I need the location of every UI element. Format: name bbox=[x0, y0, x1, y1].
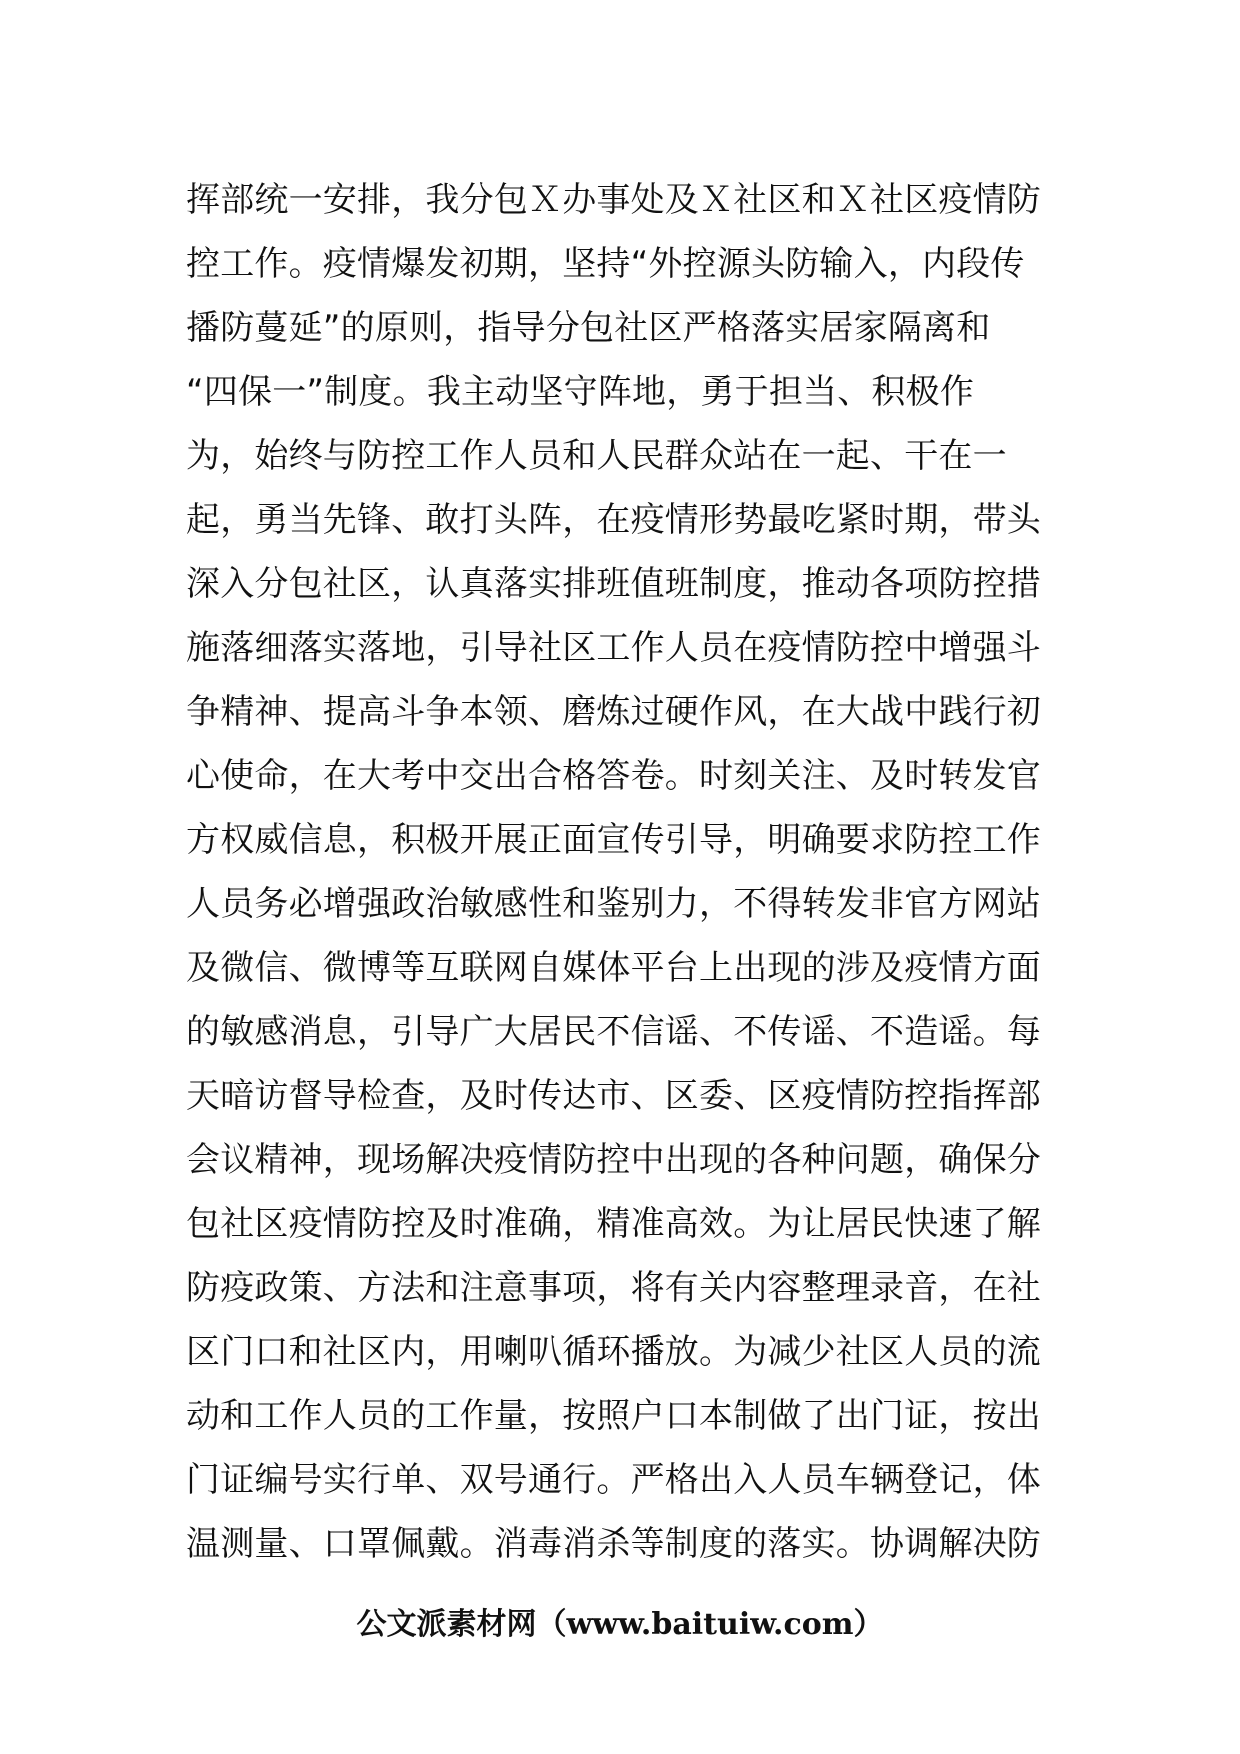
text-line: 施落细落实落地，引导社区工作人员在疫情防控中增强斗 bbox=[186, 628, 1041, 668]
text-line: 为，始终与防控工作人员和人民群众站在一起、干在一 bbox=[186, 436, 1007, 476]
text-line: 会议精神，现场解决疫情防控中出现的各种问题，确保分 bbox=[186, 1140, 1041, 1180]
text-line: 挥部统一安排，我分包Ｘ办事处及Ｘ社区和Ｘ社区疫情防 bbox=[186, 180, 1041, 220]
text-line: 播防蔓延”的原则，指导分包社区严格落实居家隔离和 bbox=[186, 308, 991, 348]
text-line: 的敏感消息，引导广大居民不信谣、不传谣、不造谣。每 bbox=[186, 1012, 1041, 1052]
text-line: 动和工作人员的工作量，按照户口本制做了出门证，按出 bbox=[186, 1396, 1041, 1436]
text-line: 门证编号实行单、双号通行。严格出入人员车辆登记，体 bbox=[186, 1460, 1041, 1500]
text-line: 方权威信息，积极开展正面宣传引导，明确要求防控工作 bbox=[186, 820, 1041, 860]
text-line: 起，勇当先锋、敢打头阵，在疫情形势最吃紧时期，带头 bbox=[186, 500, 1041, 540]
text-line: 人员务必增强政治敏感性和鉴别力，不得转发非官方网站 bbox=[186, 884, 1041, 924]
text-line: 及微信、微博等互联网自媒体平台上出现的涉及疫情方面 bbox=[186, 948, 1041, 988]
footer-source: 公文派素材网（www.baituiw.com） bbox=[356, 1607, 884, 1642]
text-line: 区门口和社区内，用喇叭循环播放。为减少社区人员的流 bbox=[186, 1332, 1041, 1372]
text-line: 温测量、口罩佩戴。消毒消杀等制度的落实。协调解决防 bbox=[186, 1524, 1041, 1564]
text-line: “四保一”制度。我主动坚守阵地，勇于担当、积极作 bbox=[186, 372, 975, 412]
body-text bbox=[186, 168, 1056, 1576]
text-line: 深入分包社区，认真落实排班值班制度，推动各项防控措 bbox=[186, 564, 1041, 604]
text-line: 争精神、提高斗争本领、磨炼过硬作风，在大战中践行初 bbox=[186, 692, 1041, 732]
text-line: 心使命，在大考中交出合格答卷。时刻关注、及时转发官 bbox=[186, 756, 1041, 796]
text-line: 控工作。疫情爆发初期，坚持“外控源头防输入，内段传 bbox=[186, 244, 1025, 284]
text-line: 防疫政策、方法和注意事项，将有关内容整理录音，在社 bbox=[186, 1268, 1041, 1308]
text-line: 包社区疫情防控及时准确，精准高效。为让居民快速了解 bbox=[186, 1204, 1041, 1244]
text-line: 天暗访督导检查，及时传达市、区委、区疫情防控指挥部 bbox=[186, 1076, 1041, 1116]
